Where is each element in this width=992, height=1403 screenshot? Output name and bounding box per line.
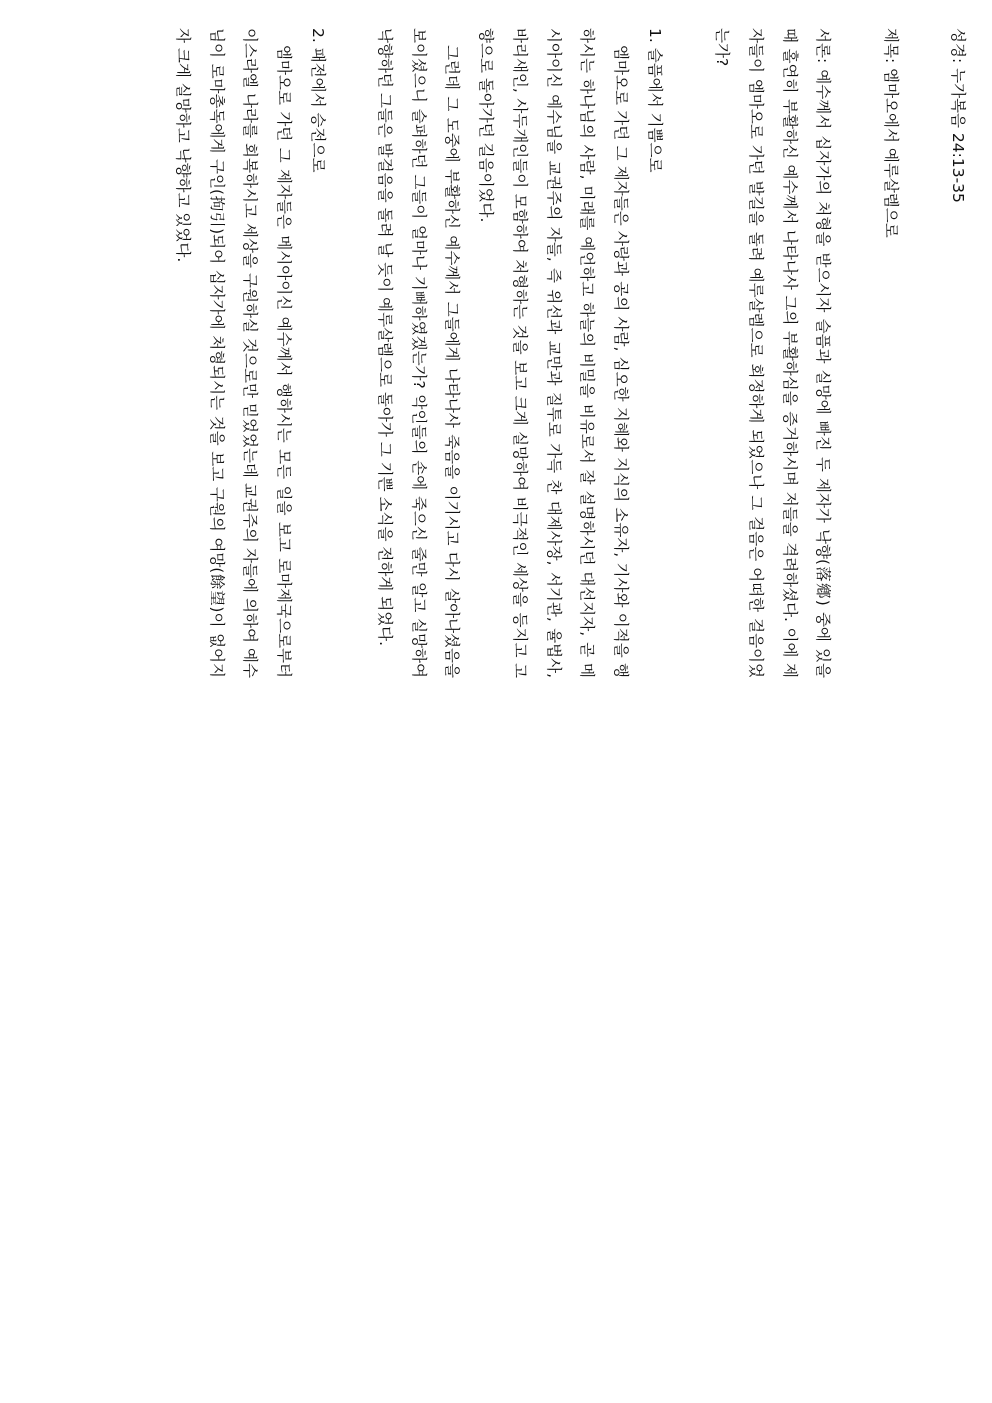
- section-1-heading: 1. 슬픔에서 기쁨으로: [645, 28, 664, 173]
- section-1-paragraph-1: 엠마오로 가던 그 제자들은 사랑과 공의 사람, 심오한 지혜와 지식의 소유자, 기사와 이적을 행하시는 하나님의 사람, 미래를 예언하고 하늘의 비밀을 비유로서 잘 설명하시던 대선지자, 곧 메시아이신 예수님을 교권주의 자들, 즉 위선과 교만과 질투로 가득 찬 대제사장, 서기관, 율법사, 바리새인, 사두개인들이 모함하여 처형하는 것을 보고 크게 실망하여 비극적인 세상을 등지고 고향으로 돌아가던 길음이었다.: [477, 28, 631, 678]
- section-1-paragraph-2: 그런데 그 도중에 부활하신 예수께서 그들에게 나타나사 죽음을 이기시고 다시 살아나셨음을 보이셨으니 슬퍼하던 그들이 얼마나 기뻐하였겠는가? 악인들의 손에 죽으신 줄만 알고 실망하여 낙향하던 그들은 발걸음을 돌려 날 듯이 예루살렘으로 돌아가 그 기쁜 소식을 전하게 되었다.: [376, 28, 462, 678]
- sermon-title: 제목: 엠마오에서 예루살렘으로: [881, 28, 900, 238]
- section-2-heading: 2. 패전에서 승전으로: [308, 28, 327, 173]
- left-column: [20, 28, 974, 678]
- scripture-reference: 성경: 누가복음 24:13-35: [949, 28, 967, 203]
- introduction: 서론: 예수께서 십자가의 처형을 받으시자 슬픔과 실망에 빠진 두 제자가 낙향(落鄕) 중에 있을 때 홀연히 부활하신 예수께서 나타나사 그의 부활하심을 증거하시며 저들을 격려하셨다. 이에 제자들이 엠마오로 가던 발길을 돌려 예루살렘으로 회정하게 되었으나 그 걸음은 어떠한 걸음이었는가?: [713, 28, 833, 678]
- section-2-paragraph-1: 엠마오로 가던 그 제자들은 메시아이신 예수께서 행하시는 모든 일을 보고 로마제국으로부터 이스라엘 나라를 회복하시고 세상을 구원하실 것으로만 믿었었는데 교권주의 자들에 의하여 예수님이 로마총독에게 구인(拘引)되어 십자가에 처형되시는 것을 보고 구원의 여망(餘望)이 없어지자 크게 실망하고 낙향하고 있었다.: [173, 28, 293, 678]
- section-2-paragraph-1-start: [173, 28, 300, 678]
